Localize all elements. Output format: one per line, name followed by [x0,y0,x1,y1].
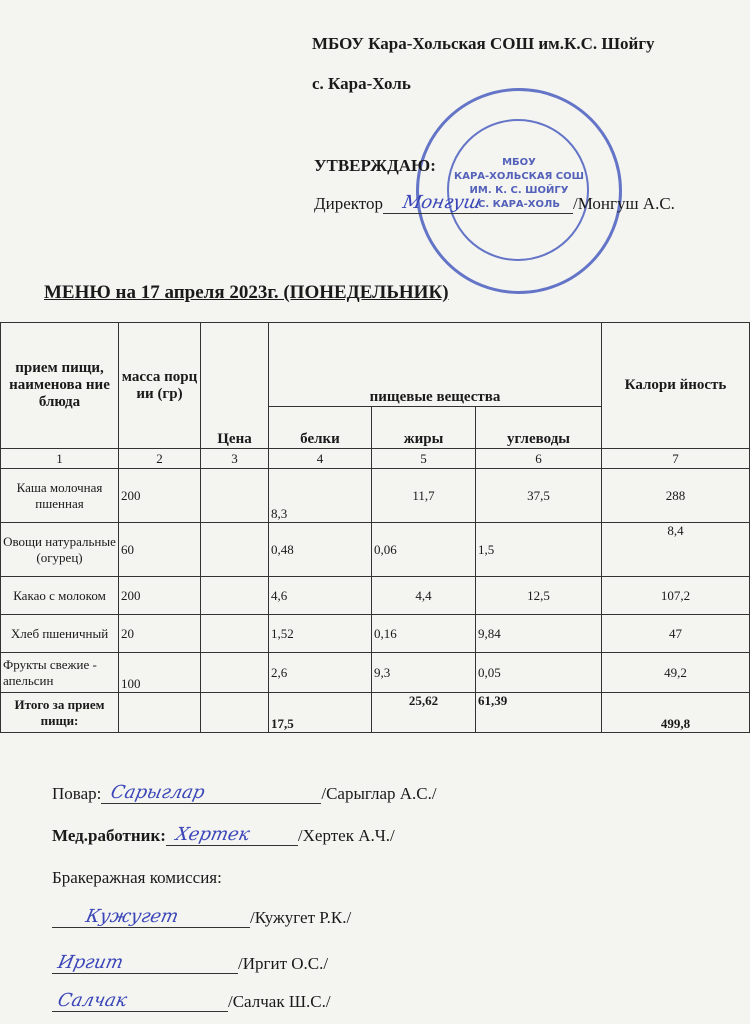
col-number: 6 [476,449,602,469]
dish-carbs: 0,05 [476,653,602,693]
member-name: /Кужугет Р.К./ [250,908,352,927]
village-name: с. Кара-Холь [312,74,411,93]
member-signature-line [52,906,250,928]
col-number: 2 [119,449,201,469]
total-mass [119,693,201,733]
director-label: Директор [314,194,383,213]
menu-title: МЕНЮ на 17 апреля 2023г. (ПОНЕДЕЛЬНИК) [44,282,449,303]
dish-proteins: 2,6 [269,653,372,693]
dish-proteins: 0,48 [269,523,372,577]
dish-calories: 107,2 [602,577,750,615]
total-fats: 25,62 [372,693,476,733]
dish-name: Овощи натуральные (огурец) [1,523,119,577]
dish-carbs: 9,84 [476,615,602,653]
col-number: 5 [372,449,476,469]
approve-label: УТВЕРЖДАЮ: [314,156,436,175]
dish-mass: 200 [119,469,201,523]
commission-member-1 [52,908,351,928]
cook-line [52,784,437,804]
stamp-line-1: МБОУ [502,157,536,168]
cook-name: /Сарыглар А.С./ [321,784,437,803]
commission-member-3 [52,992,331,1012]
cook-signature-line [101,782,321,804]
total-carbs: 61,39 [476,693,602,733]
director-signature: Монгуш [400,192,483,213]
commission-label: Бракеражная комиссия: [52,868,222,887]
col-number: 7 [602,449,750,469]
member-signature: Иргит [55,952,126,973]
member-name: /Иргит О.С./ [238,954,329,973]
menu-table [0,322,750,733]
dish-price [201,653,269,693]
dish-price [201,615,269,653]
dish-carbs: 37,5 [476,469,602,523]
col-proteins-header: белки [269,407,372,449]
dish-price [201,469,269,523]
dish-calories: 49,2 [602,653,750,693]
school-stamp [416,88,622,294]
table-row [1,523,750,577]
total-label: Итого за прием пищи: [1,693,119,733]
member-signature: Салчак [55,990,129,1011]
member-signature: Кужугет [83,906,181,927]
med-label: Мед.работник: [52,826,166,845]
total-price [201,693,269,733]
table-row [1,615,750,653]
director-name: /Монгуш А.С. [572,194,675,213]
cook-label: Повар: [52,784,102,803]
dish-carbs: 12,5 [476,577,602,615]
dish-carbs: 1,5 [476,523,602,577]
stamp-line-3: ИМ. К. С. ШОЙГУ [469,185,569,196]
dish-fats: 9,3 [372,653,476,693]
dish-calories: 47 [602,615,750,653]
dish-price [201,523,269,577]
member-name: /Салчак Ш.С./ [228,992,331,1011]
dish-fats: 0,06 [372,523,476,577]
director-signature-line [383,192,573,214]
table-row [1,469,750,523]
stamp-line-2: КАРА-ХОЛЬСКАЯ СОШ [454,171,584,182]
dish-fats: 4,4 [372,577,476,615]
stamp-line-4: С. КАРА-ХОЛЬ [478,199,560,210]
total-proteins: 17,5 [269,693,372,733]
med-name: /Хертек А.Ч./ [297,826,395,845]
dish-mass: 100 [119,653,201,693]
total-calories: 499,8 [602,693,750,733]
col-meal-header: прием пищи, наименова ние блюда [1,323,119,449]
dish-proteins: 4,6 [269,577,372,615]
med-line [52,826,395,846]
table-row [1,653,750,693]
dish-mass: 20 [119,615,201,653]
dish-price [201,577,269,615]
col-carbs-header: углеводы [476,407,602,449]
commission-member-2 [52,954,328,974]
dish-name: Какао с молоком [1,577,119,615]
med-signature: Хертек [173,824,252,845]
col-number: 3 [201,449,269,469]
nutrients-header: пищевые вещества [269,323,602,407]
school-name: МБОУ Кара-Хольская СОШ им.К.С. Шойгу [312,34,655,53]
dish-mass: 60 [119,523,201,577]
dish-proteins: 8,3 [269,469,372,523]
col-price-header: Цена [201,323,269,449]
total-row [1,693,750,733]
column-numbers-row [1,449,750,469]
col-calories-header: Калори йность [602,323,750,449]
col-number: 1 [1,449,119,469]
med-signature-line [166,824,298,846]
col-mass-header: масса порц ии (гр) [119,323,201,449]
member-signature-line [52,952,238,974]
member-signature-line [52,990,228,1012]
col-fats-header: жиры [372,407,476,449]
dish-fats: 0,16 [372,615,476,653]
dish-mass: 200 [119,577,201,615]
dish-calories: 8,4 [602,523,750,577]
cook-signature: Сарыглар [109,782,208,803]
dish-name: Хлеб пшеничный [1,615,119,653]
table-row [1,577,750,615]
col-number: 4 [269,449,372,469]
dish-name: Каша молочная пшенная [1,469,119,523]
dish-calories: 288 [602,469,750,523]
dish-fats: 11,7 [372,469,476,523]
dish-proteins: 1,52 [269,615,372,653]
director-line [314,194,675,214]
header-row-1 [1,323,750,407]
dish-name: Фрукты свежие - апельсин [1,653,119,693]
